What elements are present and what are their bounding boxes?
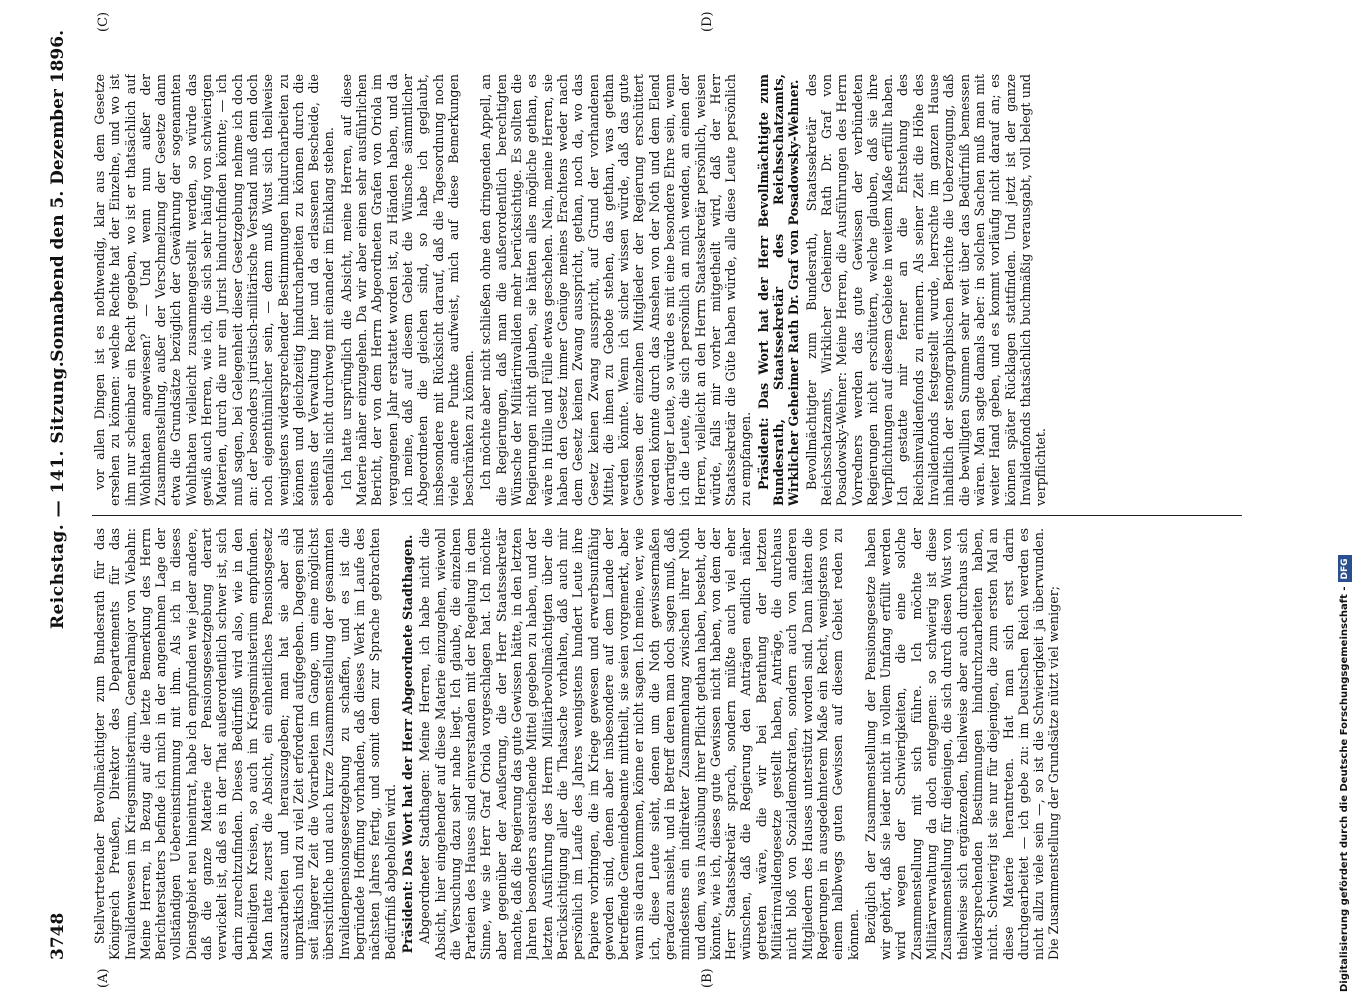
column-divider <box>92 515 1242 516</box>
page-header <box>48 30 78 960</box>
margin-marker-a: (A) <box>96 968 111 988</box>
paragraph: Ich hatte ursprünglich die Absicht, meine Herren, auf diese Materie näher einzugehen. Da wir aber einen sehr ausführlichen Bericht, der von dem Herrn Abgeordneten Grafen von Oriola im vergangenen Jahr erstattet worden ist, zu Händen haben, und da ich meine, daß auf diesem Gebiet die Wünsche sämmtlicher Abgeordneten die gleichen sind, so habe ich geglaubt, insbesondere mit Rücksicht darauf, daß die Tagesordnung noch viele andere Punkte aufweist, mich auf diese Bemerkungen beschränken zu können. <box>338 74 477 506</box>
dfg-logo: DFG <box>1338 555 1352 582</box>
right-column <box>92 74 1242 506</box>
paragraph: Bevollmächtigter zum Bundesrath, Staatssekretär des Reichsschatzamts, Wirklicher Geheimer Rath Dr. Graf von Posadowsky-Wehner: Meine Herren, die Ausführungen des Herrn Vorredners werden das gute Gewissen der verbündeten Regierungen nicht erschüttern, welche glauben, daß sie ihre Verpflichtungen auf diesem Gebiete in weitem Maße erfüllt haben. Ich gestatte mir ferner an die Entstehung des Reichsinvalidenfonds zu erinnern. Als seiner Zeit die Höhe des Invalidenfonds festgestellt wurde, herrschte im ganzen Hause inhaltlich der stenographischen Berichte die Ueberzeugung, daß die bewilligten Summen sehr weit über das Bedürfniß bemessen wären. Man sagte damals aber: in solchen Sachen muß man mit weiter Hand geben, und es kommt vorläufig nicht darauf an; es können später Rücklagen stattfinden. Und jetzt ist der ganze Invalidenfonds thatsächlich buchmäßig verausgabt, voll belegt und verpflichtet. <box>803 74 1049 506</box>
margin-marker-b: (B) <box>700 968 715 988</box>
paragraph: vor allen Dingen ist es nothwendig, klar aus dem Gesetze ersehen zu können: welche Rechte hat der Einzelne, und wo ist ihm nur scheinbar ein Recht gegeben, wo ist er thatsächlich auf Wohlthaten angewiesen? — Und wenn nun außer der Zusammenstellung, außer der Verschmelzung der Gesetze dann etwa die Grundsätze bezüglich der Gewährung der sogenannten Wohlthaten vielleicht zusammengestellt werden, so würde das gewiß auch Herren, wie ich, die sich sehr häufig von schwierigen Materien, durch die nur ein Jurist hindurchfinden könnte; — ich muß sagen, bei Gelegenheit dieser Gesetzgebung nehme ich doch an: der besonders juristisch-militärische Verstand muß denn doch noch eigenthümlicher sein, — denn muß Wust sich theilweise wenigstens widersprechender Bestimmungen hindurcharbeiten zu können und gleichzeitig hindurcharbeiten zu können durch die seitens der Verwaltung hier und da erlassenen Bescheide, die ebenfalls nicht durchweg mit einander im Einklang stehen. <box>92 74 337 506</box>
paragraph: Bezüglich der Zusammenstellung der Pensionsgesetze haben wir gehört, daß sie leider nicht in vollem Umfang erfüllt werden wird wegen der Schwierigkeiten, die eine solche Zusammenstellung mit sich führe. Ich möchte der Militärverwaltung da doch entgegnen: so schwierig ist diese Zusammenstellung für diejenigen, die sich durch diesen Wust von theilweise sich ergänzenden, theilweise aber auch durchaus sich widersprechenden Bestimmungen hindurchzuarbeiten haben, nicht. Schwierig ist sie nur für diejenigen, die zum ersten Mal an diese Materie herantreten. Hat man sich erst darin durchgearbeitet — ich gebe zu: im Deutschen Reich werden es nicht allzu viele sein —, so ist die Schwierigkeit ja überwunden. Die Zusammenstellung der Grundsätze nützt viel weniger; <box>862 528 1062 960</box>
margin-marker-d: (D) <box>700 11 715 32</box>
paragraph: Präsident: Das Wort hat der Herr Abgeordnete Stadthagen. <box>399 534 415 954</box>
left-column <box>92 528 1242 960</box>
page-number: 3748 <box>48 912 68 960</box>
paragraph: Präsident: Das Wort hat der Herr Bevollmächtigte zum Bundesrath, Staatssekretär des Reichsschatzamts, Wirklicher Geheimer Rath Dr. Graf von Posadowsky-Wehner. <box>755 74 802 506</box>
digitization-note <box>1338 8 1352 992</box>
page-title: Reichstag. — 141. Sitzung. <box>48 360 68 630</box>
digitization-note-text: Digitalisierung gefördert durch die Deutsche Forschungsgemeinschaft - <box>1339 586 1350 992</box>
paragraph: Stellvertretender Bevollmächtigter zum Bundesrath für das Königreich Preußen, Direktor des Departements für das Invalidenwesen im Kriegsministerium, Generalmajor von Viebahn: Meine Herren, in Bezug auf die letzte Bemerkung des Herrn Berichterstatters befinde ich mich in der angenehmen Lage der vollständigen Uebereinstimmung mit ihm. Als ich in dieses Dienstgebiet neu hineintrat, habe ich empfunden wie jeder andere, daß die ganze Materie der Pensionsgesetzgebung derart verwickelt ist, daß es in der That außerordentlich schwer ist, sich darin zurechtzufinden. Dieses Bedürfniß wird also, wie in den betheiligten Kreisen, so auch im Kriegsministerium empfunden. Man hatte zuerst die Absicht, ein einheitliches Pensionsgesetz auszuarbeiten und herauszugeben; man hat sie aber als unpraktisch und zu viel Zeit erfordernd aufgegeben. Dagegen sind seit längerer Zeit die Vorarbeiten im Gange, um eine möglichst übersichtliche und auch kurze Zusammenstellung der gesammten Invalidenpensionsgesetzgebung zu schaffen, und es ist die begründete Hoffnung vorhanden, daß dieses Werk im Laufe des nächsten Jahres fertig, und somit dem zur Sprache gebrachten Bedürfniß abgeholfen wird. <box>92 528 398 960</box>
page-date: Sonnabend den 5. Dezember 1896. <box>48 30 68 362</box>
margin-marker-c: (C) <box>96 11 111 32</box>
paragraph: Ich möchte aber nicht schließen ohne den dringenden Appell, an die Regierungen, daß man die außerordentlich berechtigten Wünsche der Militärinvaliden mehr berücksichtige. Es sollten die Regierungen nicht glauben, sie hätten alles mögliche gethan, es wäre in Hülle und Fülle etwas geschehen. Nein, meine Herren, sie haben den Gesetz immer Genüge meines Erachtens weder nach dem Gesetz keinen Zwang ausspricht, gethan, noch da, wo das Gesetz keinen Zwang ausspricht, auf Grund der vorhandenen Mittel, die ihnen zu Gebote stehen, das gethan, was gethan werden könnte. Wenn ich sicher wissen würde, daß das gute Gewissen der einzelnen Mitglieder der Regierung erschüttert werden könnte durch das Ansehen von der Noth und dem Elend derartiger Leute, so würde es mit eine besondere Ehre sein, wenn ich die Leute, die sich persönlich an mich wenden, an einen der Herren, vielleicht an den Herrn Staatssekretär persönlich, weisen würde, falls mir vorher mitgetheilt wird, daß der Herr Staatssekretär die Güte haben würde, alle diese Leute persönlich zu empfangen. <box>478 74 754 506</box>
paragraph: Abgeordneter Stadthagen: Meine Herren, ich habe nicht die Absicht, hier eingehender auf diese Materie einzugehen, wiewohl die Versuchung dazu sehr nahe liegt. Ich glaube, die einzelnen Parteien des Hauses sind einverstanden mit der Regelung in dem Sinne, wie sie Herr Graf Oriola vorgeschlagen hat. Ich möchte aber gegenüber der Aeußerung, die der Herr Staatssekretär machte, daß die Regierung das gute Gewissen hätte, in den letzten Jahren besonders ausreichende Mittel gegeben zu haben, und der letzten Ausführung des Herrn Militärbevollmächtigten über die Berücksichtigung aller die Thatsache vorhalten, daß auch mir persönlich im Laufe des Jahres wenigstens hundert Leute ihre Papiere vorbringen, die im Kriege gewesen und erwerbsunfähig geworden sind, denen aber insbesondere auf dem Lande der betreffende Gemeindebeamte mittheilt, sie seien vorgemerkt, aber wann sie daran kommen, könne er nicht sagen. Ich meine, wer, wie ich, diese Leute sieht, denen um die Noth gewissermaßen geradezu ansieht, und in Betreff deren man doch sagen muß, daß mindestens ein indirekter Zusammenhang zwischen ihrer Noth und dem, was in Ausübung ihrer Pflicht gethan haben, besteht, der könnte, wie ich, dieses gute Gewissen nicht haben, von dem der Herr Staatssekretär sprach, sondern müßte auch viel eher wünschen, daß die Regierung den Anträgen endlich näher getreten wäre, die wir bei Berathung der letzten Militärinvalidengesetze gestellt haben, Anträge, die durchaus nicht bloß von Sozialdemokraten, sondern auch von anderen Mitgliedern des Hauses unterstützt worden sind. Dann hätten die Regierungen in ausgedehnterem Maße ein Recht, wenigstens von einem halbwegs guten Gewissen auf diesem Gebiet reden zu können. <box>417 528 861 960</box>
